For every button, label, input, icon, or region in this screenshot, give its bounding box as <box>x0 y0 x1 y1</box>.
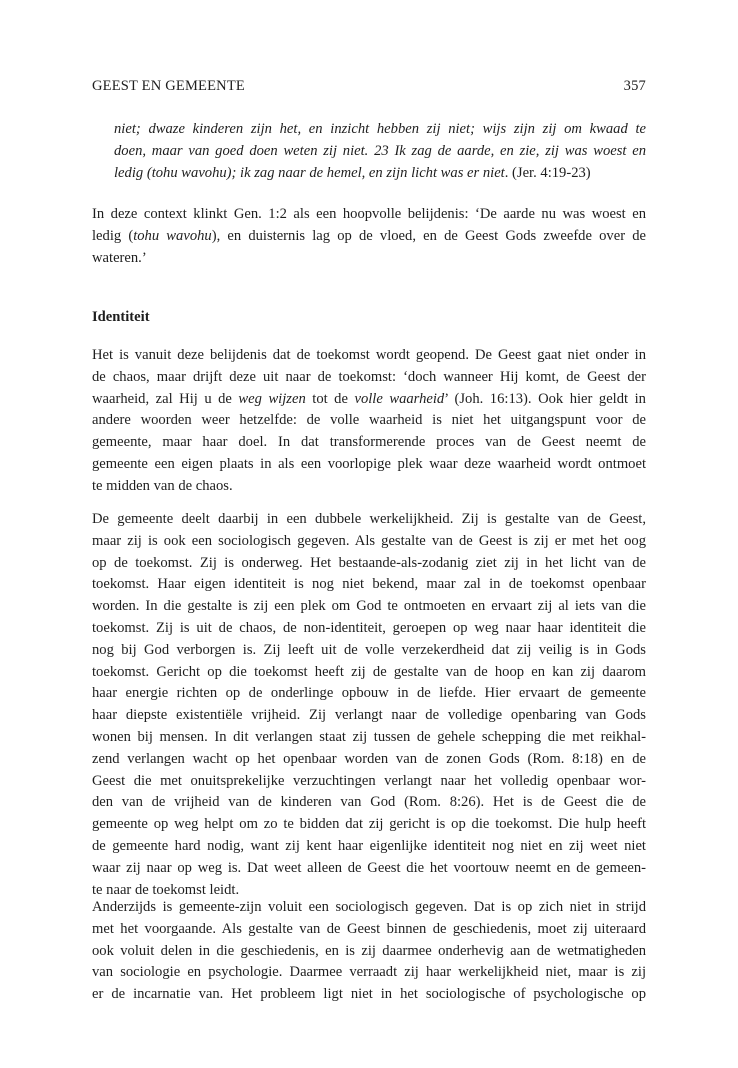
text-line: haar diepste existentiële vrijheid. Zij verlangt naar de volledige openbaring van Gods <box>92 707 646 724</box>
text-line: toekomst. Zij is uit de chaos, de non-identiteit, geroepen op weg naar haar identiteit die <box>92 619 646 636</box>
quote-line: niet; dwaze kinderen zijn het, en inzicht hebben zij niet; wijs zijn zij om kwaad te <box>114 121 646 137</box>
text-line: haar energie richten op de onderlinge opbouw in de liefde. Hier ervaart de gemeente <box>92 685 646 702</box>
text-line: nog bij God verborgen is. Zij leeft uit de volle verzekerdheid dat zij veilig is in Gods <box>92 641 646 658</box>
paragraph <box>92 204 646 269</box>
paragraph <box>92 509 646 901</box>
paragraph <box>92 345 646 498</box>
paragraph <box>92 897 646 1006</box>
text-line: op de toekomst. Zij is onderweg. Het bestaande-als-zodanig ziet zij in het licht van de <box>92 554 646 571</box>
text-line: toekomst. Gericht op die toekomst heeft zij de gestalte van de hoop en kan zij daarom <box>92 663 646 680</box>
text-line: gemeente een eigen plaats in als een voorlopige plek waar deze waarheid wordt ontmoet <box>92 455 646 472</box>
text-line: De gemeente deelt daarbij in een dubbele werkelijkheid. Zij is gestalte van de Geest, <box>92 511 646 527</box>
text-line: andere woorden weer hetzelfde: de volle waarheid is niet het uitgangspunt voor de <box>92 412 646 429</box>
text-line: te naar de toekomst leidt. <box>92 881 240 898</box>
text-line: de chaos, maar drijft deze uit naar de toekomst: ‘doch wanneer Hij komt, de Geest der <box>92 368 646 385</box>
text-line: de gemeente hard nodig, want zij kent haar eigenlijke identiteit nog niet en zij weet niet <box>92 837 646 854</box>
text-line: ook voluit delen in die geschiedenis, en is zij daarmee onderhevig aan de wetmatigheden <box>92 942 646 959</box>
text-line: zend verlangen wacht op het openbaar worden van de zonen Gods (Rom. 8:18) en de <box>92 750 646 767</box>
quote-line: doen, maar van goed doen weten zij niet. 23 Ik zag de aarde, en zie, zij was woest en <box>114 142 646 159</box>
text-line: gemeente op weg helpt om zo te bidden dat zij gericht is op die toekomst. Die hulp heeft <box>92 816 646 833</box>
running-title: GEEST EN GEMEENTE <box>92 78 245 94</box>
text-line: waar zij naar op weg is. Dat weet alleen de Geest die het voortouw neemt en de gemeen- <box>92 859 646 876</box>
text-line: den van de vrijheid van de kinderen van God (Rom. 8:26). Het is de Geest die de <box>92 794 646 811</box>
text-line: toekomst. Haar eigen identiteit is nog niet bekend, maar zal in de toekomst openbaar <box>92 576 646 593</box>
text-line: maar zij is ook een sociologisch gegeven. Als gestalte van de Geest is zij er met het oog <box>92 532 646 549</box>
quote-line: ledig (tohu wavohu); ik zag naar de hemel, en zijn licht was er niet. (Jer. 4:19-23) <box>114 164 591 181</box>
text-line: Anderzijds is gemeente-zijn voluit een sociologisch gegeven. Dat is op zich niet in strijd <box>92 899 646 915</box>
text-line: met het voorgaande. Als gestalte van de Geest binnen de geschiedenis, moet zij uiteraard <box>92 920 646 937</box>
section-heading: Identiteit <box>92 309 150 325</box>
text-line: In deze context klinkt Gen. 1:2 als een hoopvolle belijdenis: ‘De aarde nu was woest en <box>92 206 646 222</box>
text-line: ledig (tohu wavohu), en duisternis lag op de vloed, en de Geest Gods zweefde over de <box>92 227 646 244</box>
page-number: 357 <box>623 78 646 94</box>
text-line: waarheid, zal Hij u de weg wijzen tot de volle waarheid’ (Joh. 16:13). Ook hier geldt in <box>92 390 646 407</box>
text-line: wateren.’ <box>92 249 147 266</box>
text-line: er de incarnatie van. Het probleem ligt niet in het sociologische of psychologische op <box>92 986 646 1003</box>
running-header <box>92 78 646 98</box>
text-line: gemeente, maar haar doel. In dat transformerende proces van de Geest neemt de <box>92 434 646 451</box>
block-quote <box>114 119 646 184</box>
text-line: te midden van de chaos. <box>92 477 233 494</box>
text-line: Het is vanuit deze belijdenis dat de toekomst wordt geopend. De Geest gaat niet onder in <box>92 347 646 363</box>
text-line: wonen bij mensen. In dit verlangen staat zij tussen de gehele schepping die met reikhal- <box>92 728 646 745</box>
text-line: worden. In die gestalte is zij een plek om God te ontmoeten en ervaart zij al iets van die <box>92 598 646 615</box>
text-line: van sociologie en psychologie. Daarmee verraadt zij haar werkelijkheid niet, maar is zij <box>92 964 646 981</box>
text-line: Geest die met onuitsprekelijke verzuchtingen verlangt naar het volledig openbaar wor- <box>92 772 646 789</box>
